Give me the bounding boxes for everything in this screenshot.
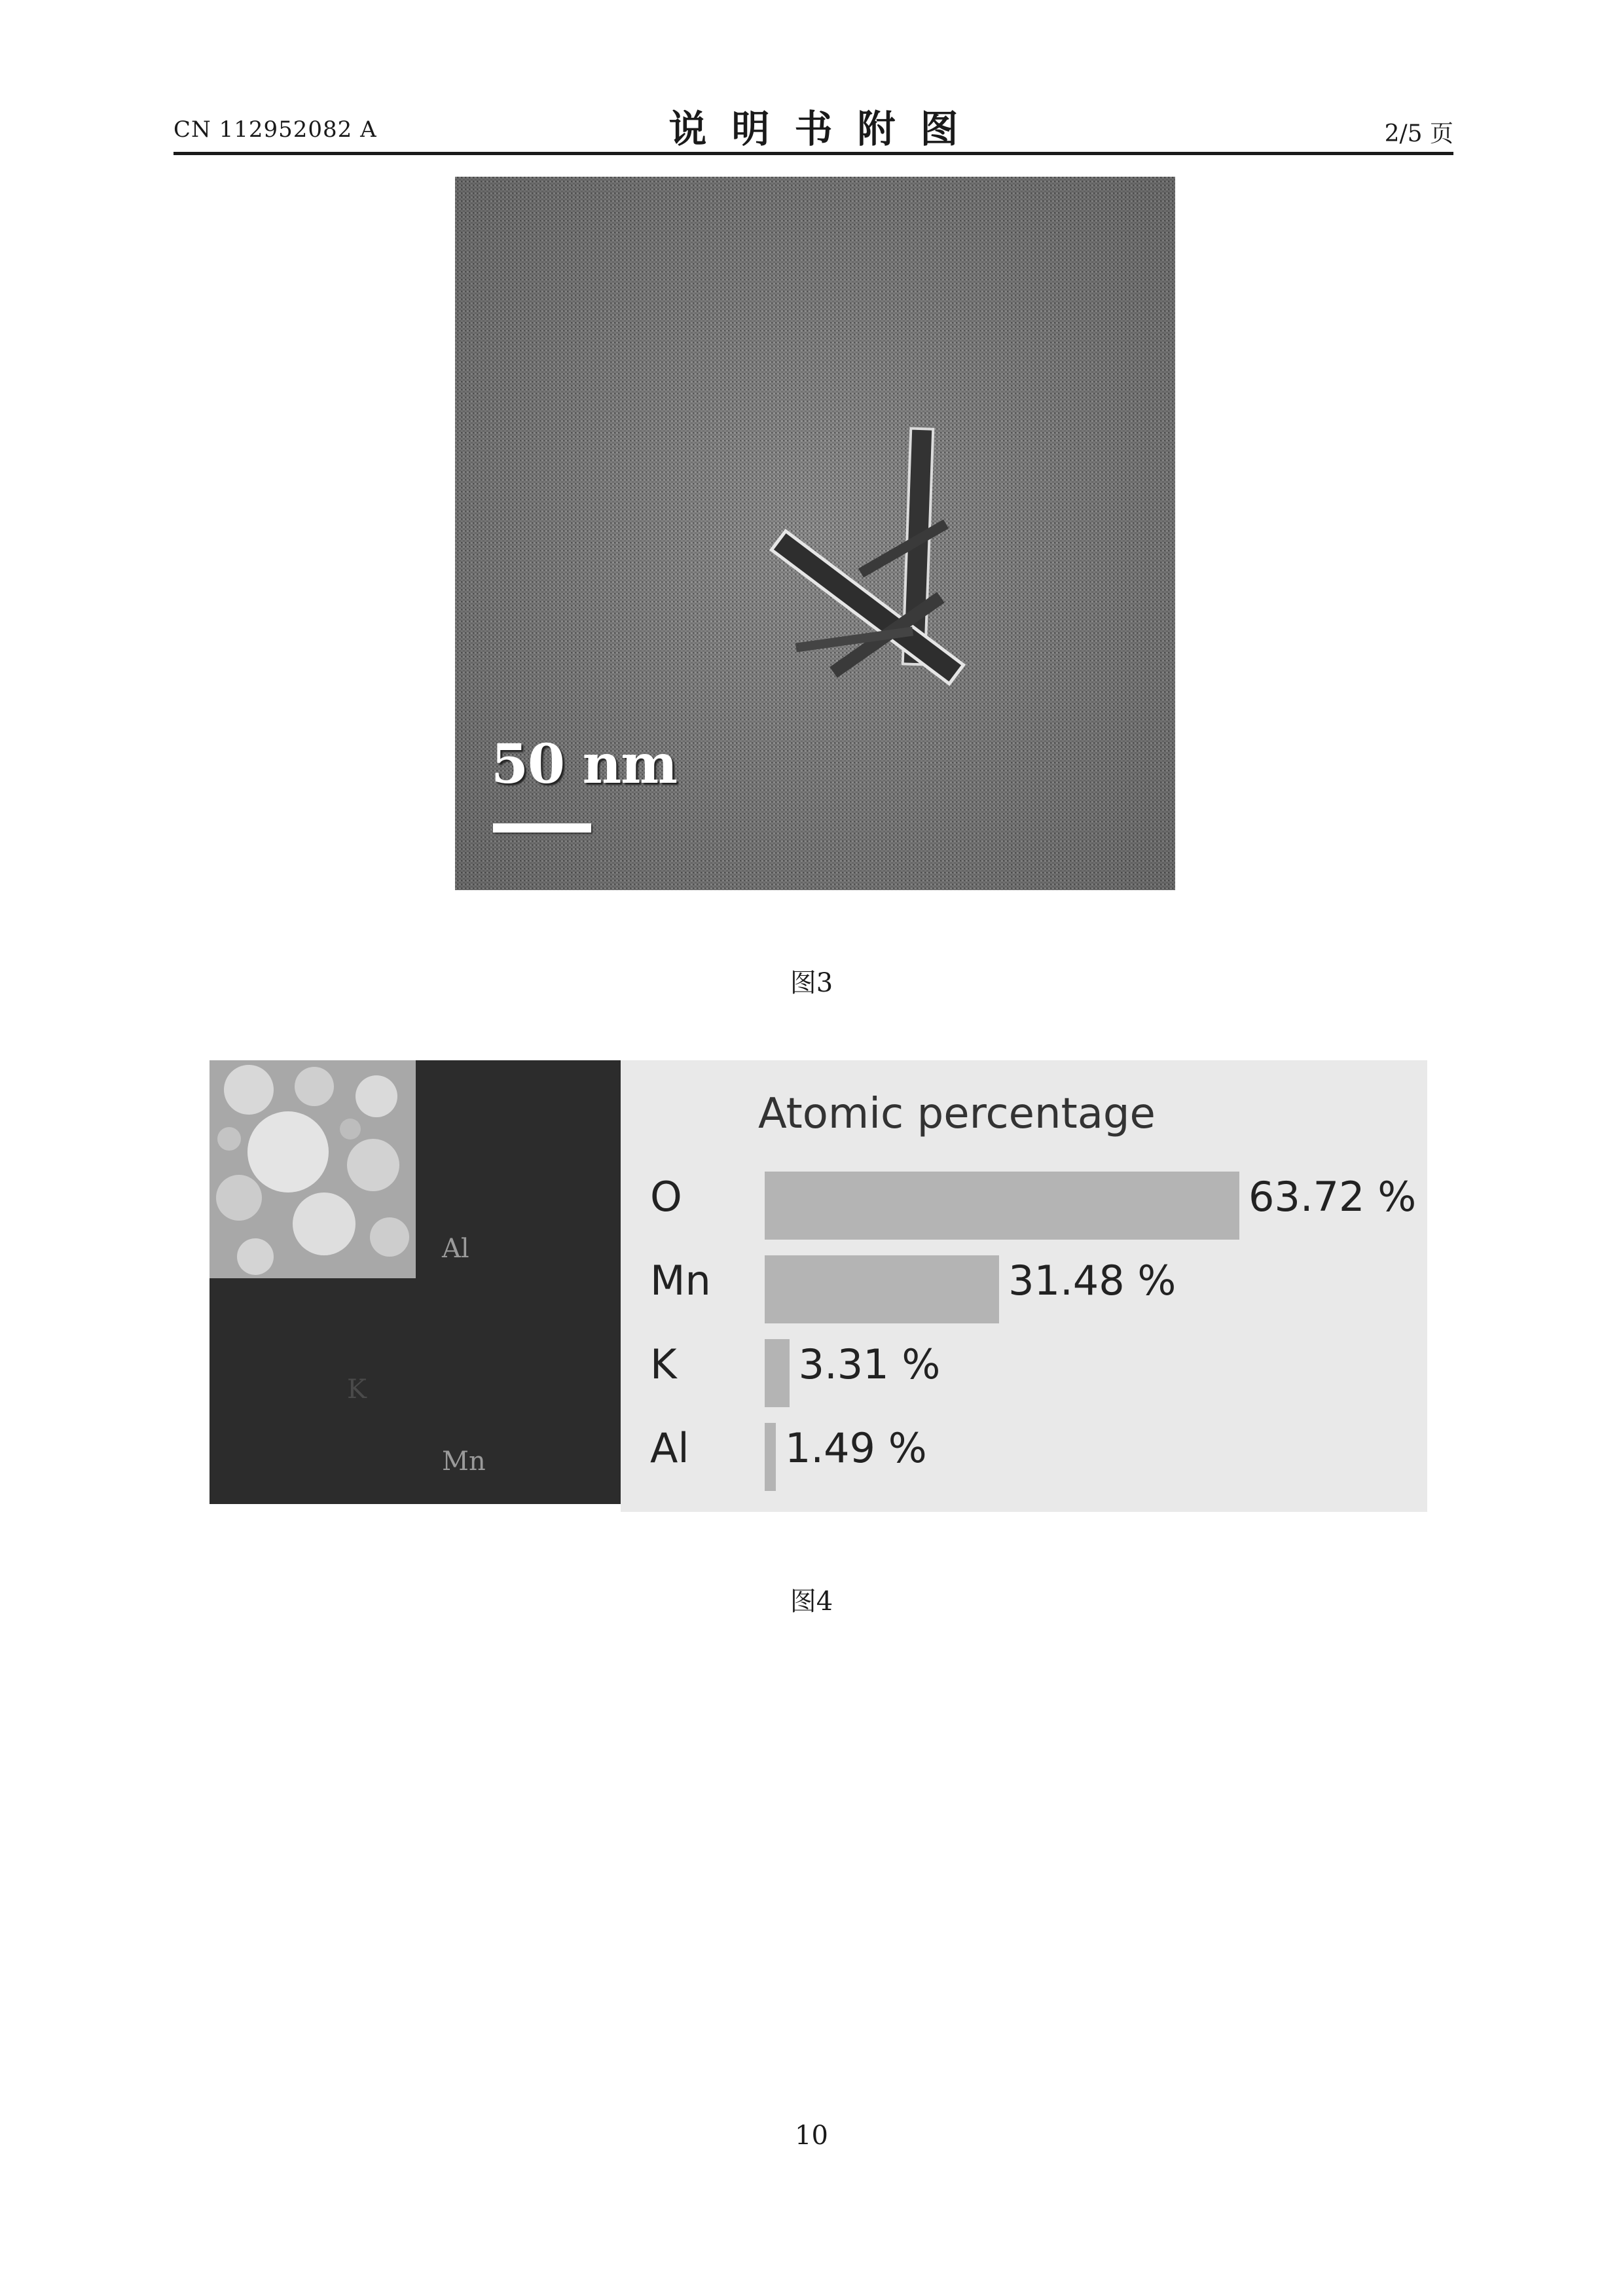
bar bbox=[765, 1339, 790, 1407]
bar-value-label: 31.48 % bbox=[1008, 1257, 1176, 1304]
bar-value-label: 1.49 % bbox=[784, 1424, 927, 1472]
figure-3-caption: 图3 bbox=[790, 968, 833, 998]
page-header bbox=[173, 98, 1453, 155]
bar bbox=[765, 1423, 776, 1491]
eds-label-mn: Mn bbox=[442, 1446, 486, 1477]
sem-image bbox=[210, 1060, 416, 1278]
chart-row bbox=[621, 1158, 1427, 1237]
eds-label-al: Al bbox=[442, 1234, 469, 1264]
eds-mapping-panel bbox=[210, 1060, 621, 1504]
bar-value-label: 3.31 % bbox=[798, 1340, 941, 1388]
sem-particles bbox=[210, 1060, 416, 1278]
figure-3-tem-image bbox=[455, 177, 1175, 890]
category-label: K bbox=[650, 1340, 677, 1388]
document-title: 说明书附图 bbox=[668, 107, 983, 151]
page-number: 10 bbox=[795, 2121, 828, 2151]
page-of: 2/5 页 bbox=[1384, 120, 1453, 147]
figure-4-caption: 图4 bbox=[790, 1587, 833, 1617]
atomic-percentage-chart bbox=[621, 1060, 1427, 1512]
category-label: Al bbox=[650, 1424, 689, 1472]
category-label: O bbox=[650, 1173, 682, 1221]
bar bbox=[765, 1255, 999, 1323]
publication-number: CN 112952082 A bbox=[173, 117, 377, 143]
chart-row bbox=[621, 1410, 1427, 1488]
category-label: Mn bbox=[650, 1257, 711, 1304]
scale-bar-label: 50 nm bbox=[491, 733, 678, 796]
figure-4 bbox=[210, 1060, 1427, 1512]
bar bbox=[765, 1172, 1239, 1240]
chart-row bbox=[621, 1326, 1427, 1405]
chart-title: Atomic percentage bbox=[758, 1090, 1156, 1138]
bar-value-label: 63.72 % bbox=[1249, 1173, 1417, 1221]
eds-label-k: K bbox=[347, 1374, 367, 1405]
chart-row bbox=[621, 1242, 1427, 1321]
scale-bar bbox=[493, 823, 591, 833]
